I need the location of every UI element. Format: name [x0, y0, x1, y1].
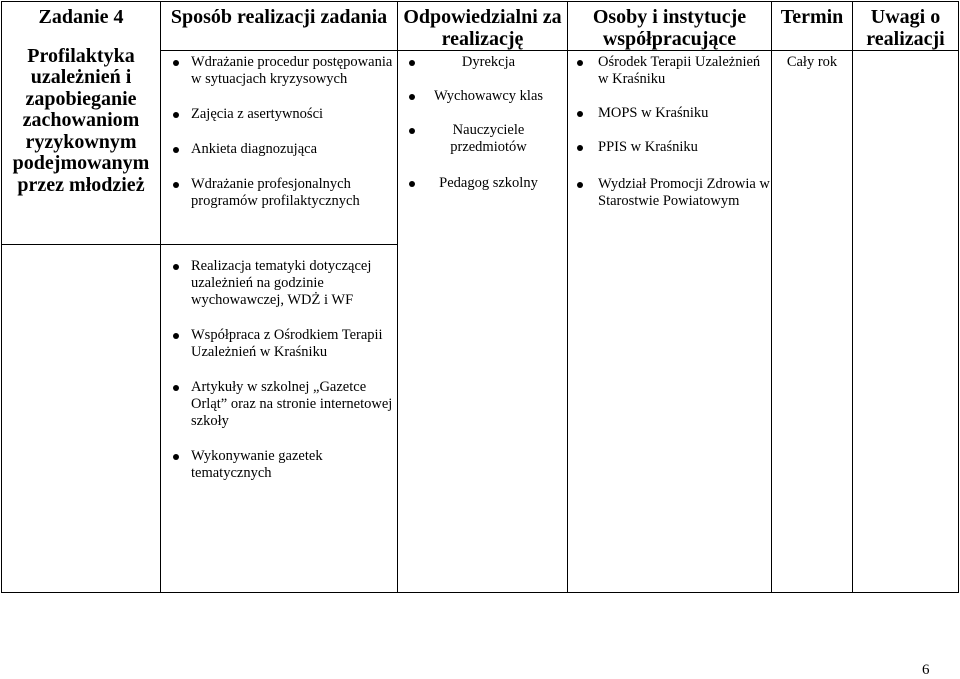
term-value: Cały rok	[786, 54, 838, 70]
notes-cell	[853, 51, 959, 593]
partner-item: PPIS w Kraśniku	[568, 139, 771, 156]
responsible-list	[398, 54, 567, 192]
method-item: Zajęcia z asertywności	[161, 106, 397, 123]
methods-top-list	[161, 54, 397, 210]
header-term: Termin	[772, 2, 853, 51]
methods-bottom-list	[161, 258, 397, 482]
header-method: Sposób realizacji zadania	[161, 2, 398, 51]
responsible-item: Pedagog szkolny	[398, 175, 567, 192]
method-item: Wdrażanie profesjonalnych programów profilaktycznych	[161, 176, 397, 210]
task-cell	[2, 2, 161, 245]
method-item: Ankieta diagnozująca	[161, 141, 397, 158]
partner-item: Wydział Promocji Zdrowia w Starostwie Powiatowym	[568, 176, 771, 210]
partner-item: Ośrodek Terapii Uzależnień w Kraśniku	[568, 54, 771, 88]
task-empty-cell	[2, 245, 161, 593]
methods-bottom-cell	[161, 245, 398, 593]
partner-item: MOPS w Kraśniku	[568, 105, 771, 122]
method-item: Wdrażanie procedur postępowania w sytuacjach kryzysowych	[161, 54, 397, 88]
header-notes: Uwagi o realizacji	[853, 2, 959, 51]
method-item: Artykuły w szkolnej „Gazetce Orląt” oraz na stronie internetowej szkoły	[161, 379, 397, 430]
header-responsible: Odpowiedzialni za realizację	[398, 2, 568, 51]
responsible-cell	[398, 51, 568, 593]
task-number: Zadanie 4	[38, 6, 124, 28]
page-number: 6	[922, 662, 930, 678]
responsible-item: Nauczyciele przedmiotów	[398, 122, 567, 156]
partners-list	[568, 54, 771, 210]
method-item: Realizacja tematyki dotyczącej uzależnień na godzinie wychowawczej, WDŻ i WF	[161, 258, 397, 309]
partners-cell	[568, 51, 772, 593]
task-name: Profilaktyka uzależnień i zapobieganie zachowaniom ryzykownym podejmowanym przez młodzież	[12, 44, 150, 196]
header-partners: Osoby i instytucje współpracujące	[568, 2, 772, 51]
method-item: Wykonywanie gazetek tematycznych	[161, 448, 397, 482]
term-cell	[772, 51, 853, 593]
plan-table	[1, 1, 959, 593]
methods-top-cell	[161, 51, 398, 245]
method-item: Współpraca z Ośrodkiem Terapii Uzależnień w Kraśniku	[161, 327, 397, 361]
responsible-item: Dyrekcja	[398, 54, 567, 71]
responsible-item: Wychowawcy klas	[398, 88, 567, 105]
